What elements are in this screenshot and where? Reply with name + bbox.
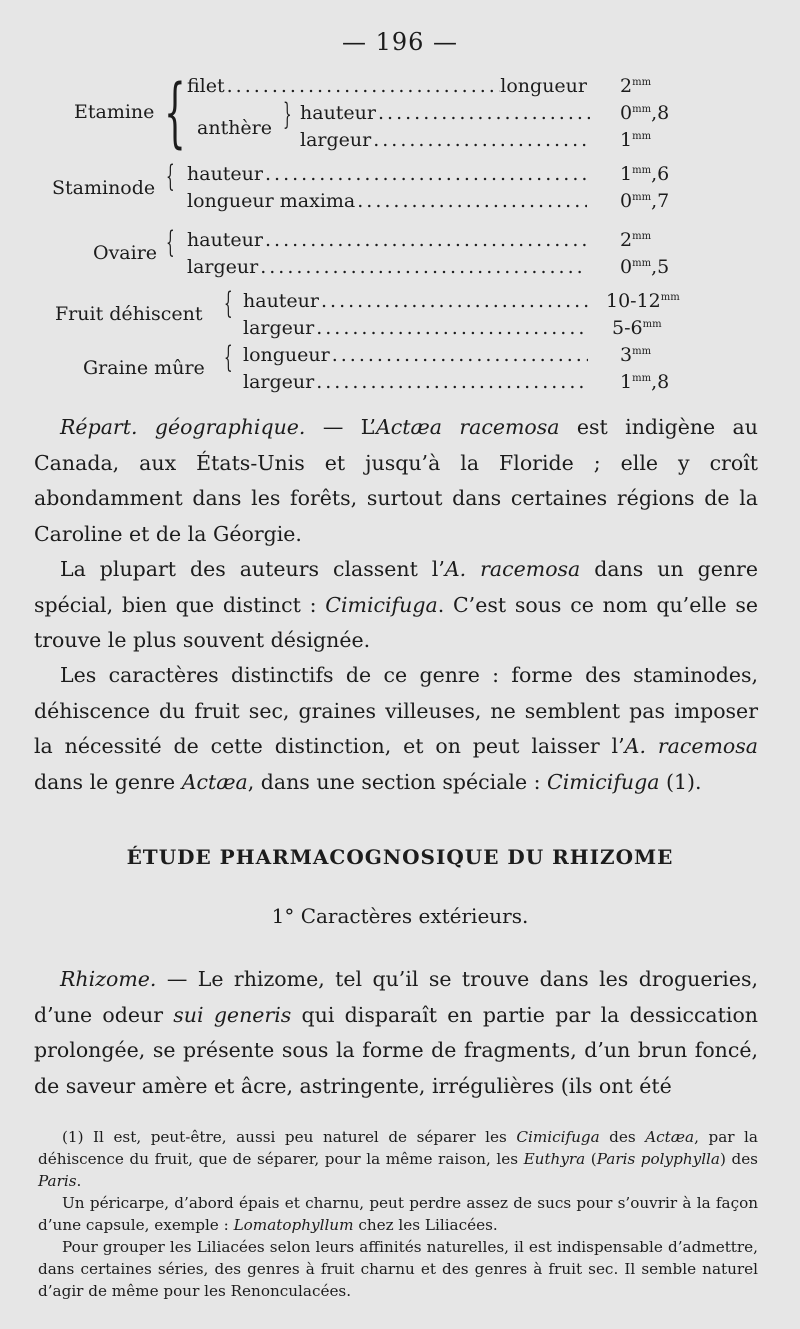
row-largeur: largeur ..... [300,129,590,151]
paragraph-genre: La plupart des auteurs classent l’A. racemosa dans un genre spécial, bien que distinct : Cimicifuga. C’est sous ce nom qu’elle se trouve le plus souvent désignée. [34,557,759,652]
value: $2^{mm}$ [620,229,652,251]
row-longueur: longueur maxima ..... [187,190,587,212]
value: $1^{mm},8$ [620,371,670,393]
footnote-2: Un péricarpe, d’abord épais et charnu, peut perdre assez de sucs pour s’ouvrir à la façon d’une capsule, exemple : Lomatophyllum chez les Liliacées. [38,1194,758,1234]
brace: { [224,340,233,375]
brace: { [164,67,186,156]
row-hauteur: hauteur ..... [243,290,588,312]
brace: { [166,225,175,260]
brace: { [224,286,233,321]
sublabel-anthere: anthère [197,117,273,139]
value: $10-12^{mm}$ [606,290,680,312]
subsection-heading: 1° Caractères extérieurs. [271,904,529,928]
value: $1^{mm},6$ [620,163,670,185]
footnote-1: (1) Il est, peut-être, aussi peu naturel de séparer les Cimicifuga des Actæa, par la déhiscence du fruit, que de séparer, pour la même raison, les Euthyra (Paris polyphylla) des Paris. [38,1128,758,1190]
row-longueur: longueur ..... [243,344,588,366]
brace: { [166,159,175,194]
brace: } [283,97,292,132]
footnote-3: Pour grouper les Liliacées selon leurs affinités naturelles, il est indispensable d’admettre, dans certaines séries, des genres à fruit charnu et des genres à fruit sec. Il semble naturel d’agir de même pour les Renonculacées. [38,1238,758,1300]
group-label: Staminode [52,177,156,199]
page-number: — 196 — [341,28,459,56]
paragraph-caracteres: Les caractères distinctifs de ce genre : forme des staminodes, déhiscence du fruit sec, graines villeuses, ne semblent pas imposer la nécessité de cette distinction, et on peut laisser l’A. racemosa dans le genre Actæa, dans une section spéciale : Cimicifuga (1). [34,663,759,794]
row-hauteur: hauteur ..... [187,229,587,251]
group-label: Etamine [74,101,155,123]
row-hauteur: hauteur ..... [187,163,587,185]
row-largeur: largeur ..... [243,371,588,393]
value: $5-6^{mm}$ [612,317,662,339]
group-label: Fruit déhiscent [55,303,203,325]
row-hauteur: hauteur ..... [300,102,590,124]
group-label: Graine mûre [83,357,205,379]
value: $0^{mm},7$ [620,190,670,212]
paragraph-rhizome: Rhizome. — Le rhizome, tel qu’il se trouve dans les drogueries, d’une odeur sui generis qui disparaît en partie par la dessiccation prolongée, se présente sous la forme de fragments, d’un brun foncé, de saveur amère et âcre, astringente, irrégulières (ils ont été [34,967,758,1098]
row-largeur: largeur ..... [187,256,587,278]
value: $2^{mm}$ [620,75,652,97]
row-largeur: largeur ..... [243,317,588,339]
group-label: Ovaire [93,242,158,264]
row-filet: filet ..... longueur [187,75,587,97]
section-heading: ÉTUDE PHARMACOGNOSIQUE DU RHIZOME [126,845,674,869]
value: $3^{mm}$ [620,344,652,366]
paragraph-repartition: Répart. géographique. — L’Actæa racemosa est indigène au Canada, aux États-Unis et jusqu’à la Floride ; elle y croît abondamment dans les forêts, surtout dans certaines régions de la Caroline et de la Géorgie. [34,415,758,546]
value: $1^{mm}$ [620,129,652,151]
value: $0^{mm},5$ [620,256,670,278]
value: $0^{mm},8$ [620,102,670,124]
